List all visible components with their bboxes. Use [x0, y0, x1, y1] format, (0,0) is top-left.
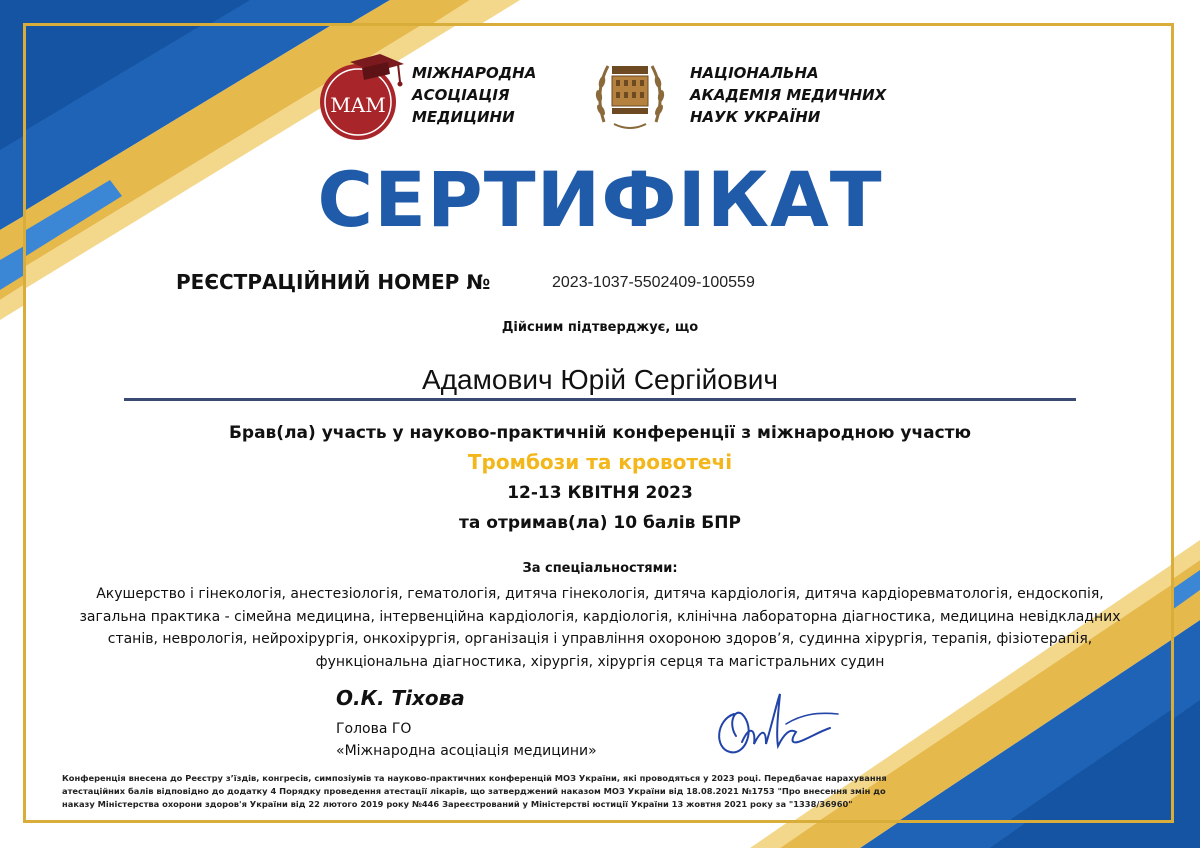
- mam-caption: [412, 62, 592, 128]
- namn-caption-line: НАЦІОНАЛЬНА: [690, 64, 819, 82]
- mam-caption-line: МЕДИЦИНИ: [412, 108, 515, 126]
- namn-caption-line: НАУК УКРАЇНИ: [690, 108, 821, 126]
- registration-label: РЕЄСТРАЦІЙНИЙ НОМЕР №: [176, 270, 491, 294]
- mam-caption-line: МІЖНАРОДНА: [412, 64, 537, 82]
- mam-logo-text: MAM: [330, 93, 386, 117]
- mam-graduation-cap-logo-icon: [318, 52, 408, 142]
- namn-caption-line: АКАДЕМІЯ МЕДИЧНИХ: [690, 86, 887, 104]
- certificate-title: СЕРТИФІКАТ: [317, 155, 883, 244]
- mam-caption-line: АСОЦІАЦІЯ: [412, 86, 510, 104]
- specialties-line: Акушерство і гінекологія, анестезіологія, гематологія, дитяча гінекологія, дитяча кардіологія, дитяча кардіоревматологія, ендоскопія,: [96, 586, 1104, 602]
- handwritten-signature-icon: [706, 684, 846, 764]
- confirmation-text: Дійсним підтверджує, що: [501, 320, 699, 335]
- conference-name: Тромбози та кровотечі: [467, 450, 733, 474]
- specialties-heading: За спеціальностями:: [522, 561, 678, 576]
- recipient-underline: [124, 398, 1076, 401]
- specialties-list: [40, 583, 1160, 673]
- footnote-line: атестаційних балів відповідно до додатку 4 Порядку проведення атестації лікарів, що затверджений наказом МОЗ України від 18.08.2021 №1753 "Про внесення змін до: [62, 786, 886, 796]
- footnote-line: наказу Міністерства охорони здоров'я України від 22 лютого 2019 року №446 Зареєстрований у Міністерстві юстиції України 13 жовтня 2021 року за "1338/36960": [62, 799, 853, 809]
- points-awarded: та отримав(ла) 10 балів БПР: [459, 513, 741, 533]
- specialties-line: станів, неврологія, нейрохірургія, онкохірургія, організація і управління охороною здоров’я, судинна хірургія, терапія, фізіотерапія,: [107, 631, 1093, 647]
- recipient-name: Адамович Юрій Сергійович: [422, 364, 778, 395]
- namn-caption: [690, 62, 920, 128]
- specialties-line: функціональна діагностика, хірургія, хірургія серця та магістральних судин: [315, 653, 885, 670]
- participation-text: Брав(ла) участь у науково-практичній конференції з міжнародною участю: [228, 423, 972, 443]
- specialties-line: загальна практика - сімейна медицина, інтервенційна кардіологія, кардіологія, клінічна лабораторна діагностика, медицина невідкладних: [79, 608, 1121, 625]
- signatory-role-line: Голова ГО: [336, 721, 412, 737]
- signatory-name: О.К. Тіхова: [336, 686, 465, 710]
- signatory-role-line: «Міжнародна асоціація медицини»: [336, 743, 597, 759]
- conference-date: 12-13 КВІТНЯ 2023: [507, 483, 693, 503]
- registration-number: 2023-1037-5502409-100559: [552, 274, 755, 291]
- academy-building-laurel-emblem-icon: [594, 52, 666, 138]
- footnote-line: Конференція внесена до Реєстру з’їздів, конгресів, симпозіумів та науково-практичних конференцій МОЗ України, які проводяться у 2023 році. Передбачає нарахування: [62, 773, 887, 783]
- legal-footnote: [62, 772, 942, 811]
- signatory-role: [336, 718, 597, 762]
